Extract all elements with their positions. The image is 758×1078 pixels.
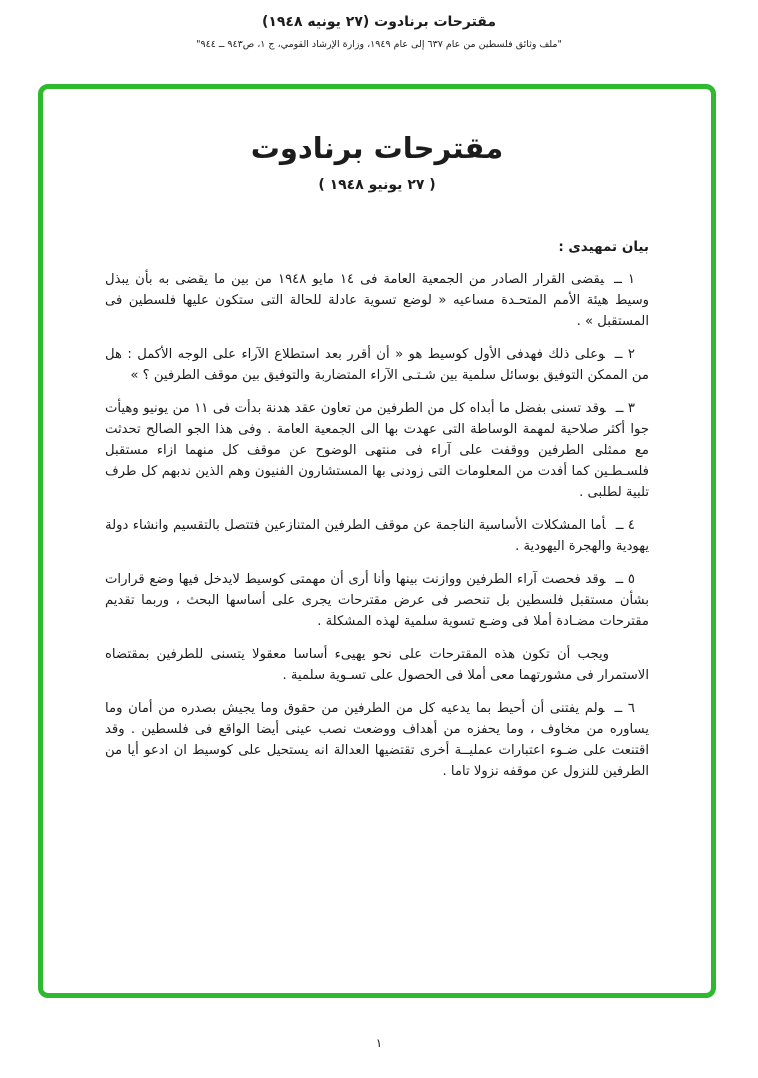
paragraph (105, 398, 649, 503)
paragraph-number: ٥ ــ (615, 572, 635, 587)
paragraph-text: وقد فحصت آراء الطرفين ووازنت بينها وأنا أرى أن مهمتى كوسيط لايدخل فيها وضع قرارات بشأن مستقبل فلسطين بل تنحصر فى عرض مقترحات يجرى على أساسها البحث ، وربما تقديم مقترحات مضـادة أملا فى وضـع تسوية سلمية لهذه المشكلة . (105, 572, 649, 629)
document-subtitle: ( ٢٧ يونيو ١٩٤٨ ) (318, 177, 436, 193)
paragraph (105, 698, 649, 782)
paragraph-text: أما المشكلات الأساسية الناجمة عن موقف الطرفين المتنازعين فتتصل بالتقسيم وانشاء دولة يهودية والهجرة اليهودية . (105, 518, 649, 554)
document-title: مقترحات برنادوت (250, 131, 504, 165)
paragraph-text: ويجب أن تكون هذه المقترحات على نحو يهيىء أساسا معقولا يتسنى للطرفين بمقتضاه الاستمرار فى مشورتهما معى أملا فى الحصول على تسـوية سلمية . (105, 647, 649, 683)
page-footer (0, 1036, 758, 1050)
page-header (0, 14, 758, 50)
paragraph-number: ٦ ــ (614, 701, 636, 716)
paragraph-text: وقد تسنى بفضل ما أبداه كل من الطرفين من تعاون عقد هدنة بدأت فى ١١ من يونيو وهيأت جوا أكثر صلاحية لمهمة الوساطة التى عهدت بها الى الجمعية العامة . وفى هذا الجو الصالح تحدثت مع ممثلى الطرفين ووقفت على آراء فى منتهى الوضوح عن موقف كل منهما ازاء مستقبل فلسـطـين كما أفدت من المعلومات التى زودنى بها المستشارون الفنيون وهم الذين ندبهم كل طرف تلبية لطلبى . (105, 401, 649, 500)
paragraph (105, 644, 649, 686)
section-heading: بيان تمهيدى : (558, 239, 649, 255)
paragraph-number: ٢ ــ (614, 347, 635, 362)
paragraph-number: ١ ــ (614, 272, 635, 287)
paragraph-text: وعلى ذلك فهدفى الأول كوسيط هو « أن أقرر بعد استطلاع الآراء على الوجه الأكمل : هل من الممكن التوفيق بوسائل سلمية بين شـتـى الآراء المتضاربة والتوفيق بين موقف الطرفين ؟ » (105, 347, 649, 383)
document-frame (38, 84, 716, 998)
paragraph (105, 569, 649, 632)
header-title: مقترحات برنادوت (٢٧ يونيه ١٩٤٨) (261, 14, 497, 30)
page-number: ١ (375, 1036, 383, 1050)
paragraph-number: ٣ ــ (615, 401, 636, 416)
paragraph (105, 269, 649, 332)
paragraph-text: ولم يفتنى أن أحيط بما يدعيه كل من الطرفين من حقوق وما يجيش بصدره من أمان وما يساوره من مخاوف ، وما يحفزه من أهداف ووضعت نصب عينى أيضا الواقع فى فلسطين . وقد اقتنعت على ضـوء اعتبارات عمليــة أخرى تقتضيها العدالة انه يستحيل على كوسيط ان ادعو أيا من الطرفين للنزول عن موقفه نزولا تاما . (105, 701, 649, 779)
paragraph (105, 344, 649, 386)
paragraph-list (105, 269, 649, 782)
paragraph-text: يقضى القرار الصادر من الجمعية العامة فى ١٤ مايو ١٩٤٨ من بين ما يقضى به بأن يبذل وسيط هيئة الأمم المتحـدة مساعيه « لوضع تسوية عادلة للحالة التى ستكون عليها فلسطين فى المستقبل » . (105, 272, 649, 329)
paragraph (105, 515, 649, 557)
paragraph-number: ٤ ــ (615, 518, 635, 533)
header-source-citation: "ملف وثائق فلسطين من عام ٦٣٧ إلى عام ١٩٤٩، وزارة الإرشاد القومي، ج ١، ص٩٤٣ ــ ٩٤٤" (196, 39, 562, 50)
